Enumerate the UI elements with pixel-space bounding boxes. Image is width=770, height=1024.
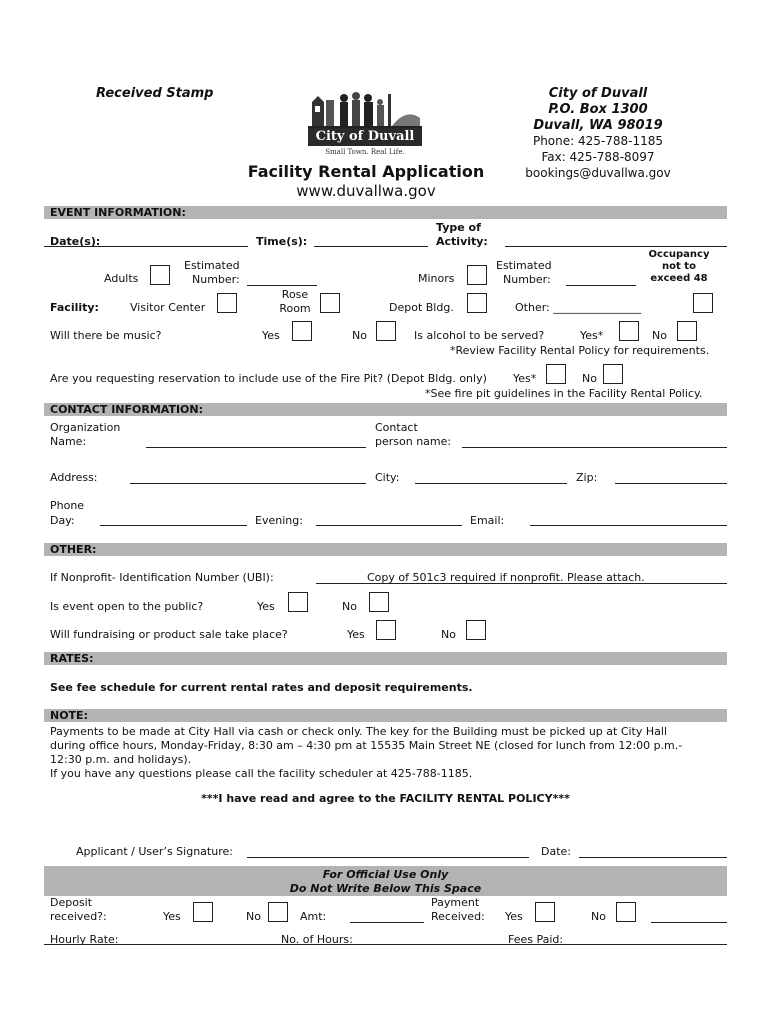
times-field[interactable] (314, 246, 428, 247)
occupancy-note-2: not to (662, 261, 696, 272)
org-name-label-2: Name: (50, 435, 87, 448)
firepit-no-label: No (582, 372, 597, 385)
rose-room-checkbox[interactable] (320, 293, 340, 313)
rates-text: See fee schedule for current rental rates and deposit requirements. (50, 681, 473, 694)
fundraising-yes-checkbox[interactable] (376, 620, 396, 640)
org-name-label-1: Organization (50, 421, 121, 434)
phone-evening-field[interactable] (316, 525, 462, 526)
alcohol-question: Is alcohol to be served? (414, 329, 545, 342)
rates-header: RATES: (44, 652, 727, 665)
visitor-center-label: Visitor Center (130, 301, 206, 314)
alcohol-yes-checkbox[interactable] (619, 321, 639, 341)
alcohol-yes-label: Yes* (580, 329, 604, 342)
other-facility-checkbox[interactable] (693, 293, 713, 313)
music-yes-label: Yes (262, 329, 280, 342)
deposit-label-2: received?: (50, 910, 107, 923)
music-no-checkbox[interactable] (376, 321, 396, 341)
facility-label: Facility: (50, 301, 99, 314)
adults-checkbox[interactable] (150, 265, 170, 285)
received-stamp-label: Received Stamp (96, 86, 214, 101)
minors-estimated-label-2: Number: (503, 273, 551, 286)
music-no-label: No (352, 329, 367, 342)
minors-label: Minors (418, 272, 455, 285)
website-link[interactable]: www.duvallwa.gov (296, 182, 436, 200)
dates-label: Date(s): (50, 235, 101, 248)
times-label: Time(s): (256, 235, 308, 248)
payment-received-label-1: Payment (431, 896, 480, 909)
contact-person-label-2: person name: (375, 435, 452, 448)
address-field[interactable] (130, 483, 366, 484)
phone-evening-label: Evening: (255, 514, 303, 527)
email-label: Email: (470, 514, 505, 527)
public-no-checkbox[interactable] (369, 592, 389, 612)
official-use-line-1: For Official Use Only (322, 868, 449, 881)
rose-room-label-2: Room (279, 302, 311, 315)
visitor-center-checkbox[interactable] (217, 293, 237, 313)
firepit-note: *See fire pit guidelines in the Facility Rental Policy. (425, 387, 703, 400)
contact-person-label-1: Contact (375, 421, 418, 434)
note-line-1: Payments to be made at City Hall via cash or check only. The key for the Building must be picked up at City Hall (50, 725, 667, 738)
minors-checkbox[interactable] (467, 265, 487, 285)
rose-room-label-1: Rose (281, 288, 309, 301)
note-header: NOTE: (44, 709, 727, 722)
minors-estimated-label-1: Estimated (496, 259, 552, 272)
adults-estimated-label-1: Estimated (184, 259, 240, 272)
payment-no-label: No (591, 910, 606, 923)
deposit-yes-checkbox[interactable] (193, 902, 213, 922)
deposit-label-1: Deposit (50, 896, 93, 909)
address-fax: Fax: 425-788-8097 (541, 150, 655, 164)
dates-field[interactable] (44, 246, 248, 247)
address-phone: Phone: 425-788-1185 (532, 134, 664, 148)
fundraising-no-checkbox[interactable] (466, 620, 486, 640)
ubi-note: Copy of 501c3 required if nonprofit. Please attach. (367, 571, 645, 584)
firepit-yes-checkbox[interactable] (546, 364, 566, 384)
firepit-question: Are you requesting reservation to include use of the Fire Pit? (Depot Bldg. only) (50, 372, 487, 385)
review-policy-note: *Review Facility Rental Policy for requirements. (450, 344, 710, 357)
minors-estimated-field[interactable] (566, 285, 636, 286)
signature-field[interactable] (247, 857, 529, 858)
amount-field[interactable] (350, 922, 424, 923)
activity-type-field[interactable] (505, 246, 727, 247)
hourly-rate-label: Hourly Rate: (50, 933, 119, 946)
deposit-no-label: No (246, 910, 261, 923)
policy-agreement: ***I have read and agree to the FACILITY RENTAL POLICY*** (201, 792, 570, 805)
music-question: Will there be music? (50, 329, 162, 342)
address-pobox: P.O. Box 1300 (548, 102, 648, 117)
payment-yes-checkbox[interactable] (535, 902, 555, 922)
occupancy-note-1: Occupancy (648, 249, 710, 260)
event-info-header: EVENT INFORMATION: (44, 206, 727, 219)
signature-date-label: Date: (541, 845, 571, 858)
note-line-2: during office hours, Monday-Friday, 8:30 am – 4:30 pm at 15535 Main Street NE (closed for lunch from 12:00 p.m.- (50, 739, 683, 752)
occupancy-note-3: exceed 48 (650, 273, 708, 284)
contact-person-field[interactable] (462, 447, 727, 448)
alcohol-no-label: No (652, 329, 667, 342)
official-bottom-rule (44, 944, 727, 945)
address-label: Address: (50, 471, 98, 484)
public-question: Is event open to the public? (50, 600, 204, 613)
public-yes-checkbox[interactable] (288, 592, 308, 612)
activity-type-label-1: Type of (436, 221, 481, 234)
hours-label: No. of Hours: (281, 933, 353, 946)
email-field[interactable] (530, 525, 727, 526)
official-use-line-2: Do Not Write Below This Space (289, 882, 482, 895)
payment-no-checkbox[interactable] (616, 902, 636, 922)
phone-day-label-2: Day: (50, 514, 75, 527)
public-no-label: No (342, 600, 357, 613)
note-line-4: If you have any questions please call the facility scheduler at 425-788-1185. (50, 767, 473, 780)
payment-yes-label: Yes (505, 910, 523, 923)
address-citystate: Duvall, WA 98019 (533, 118, 663, 133)
depot-bldg-checkbox[interactable] (467, 293, 487, 313)
org-name-field[interactable] (146, 447, 366, 448)
address-email[interactable]: bookings@duvallwa.gov (525, 166, 671, 180)
zip-field[interactable] (615, 483, 727, 484)
fundraising-question: Will fundraising or product sale take place? (50, 628, 288, 641)
adults-estimated-label-2: Number: (192, 273, 240, 286)
amount-label: Amt: (300, 910, 327, 923)
payment-field[interactable] (651, 922, 727, 923)
city-label: City: (375, 471, 400, 484)
other-facility-label: Other: ________________ (515, 301, 642, 314)
logo-banner: City of Duvall (308, 128, 422, 146)
city-logo (308, 88, 422, 158)
public-yes-label: Yes (257, 600, 275, 613)
firepit-no-checkbox[interactable] (603, 364, 623, 384)
fees-paid-label: Fees Paid: (508, 933, 564, 946)
phone-day-field[interactable] (100, 525, 247, 526)
ubi-label: If Nonprofit- Identification Number (UBI): (50, 571, 274, 584)
fundraising-yes-label: Yes (347, 628, 365, 641)
signature-date-field[interactable] (579, 857, 727, 858)
alcohol-no-checkbox[interactable] (677, 321, 697, 341)
adults-label: Adults (104, 272, 139, 285)
zip-label: Zip: (576, 471, 598, 484)
signature-label: Applicant / User’s Signature: (76, 845, 233, 858)
deposit-no-checkbox[interactable] (268, 902, 288, 922)
activity-type-label-2: Activity: (436, 235, 488, 248)
official-use-header (44, 866, 727, 896)
note-line-3: 12:30 p.m. and holidays). (50, 753, 192, 766)
page-title: Facility Rental Application (247, 162, 485, 181)
contact-info-header: CONTACT INFORMATION: (44, 403, 727, 416)
fundraising-no-label: No (441, 628, 456, 641)
city-field[interactable] (415, 483, 567, 484)
logo-tagline: Small Town. Real Life. (325, 148, 405, 156)
other-header: OTHER: (44, 543, 727, 556)
deposit-yes-label: Yes (163, 910, 181, 923)
address-city: City of Duvall (548, 86, 648, 101)
phone-day-label-1: Phone (50, 499, 85, 512)
firepit-yes-label: Yes* (513, 372, 537, 385)
depot-bldg-label: Depot Bldg. (389, 301, 454, 314)
payment-received-label-2: Received: (431, 910, 485, 923)
music-yes-checkbox[interactable] (292, 321, 312, 341)
adults-estimated-field[interactable] (247, 285, 317, 286)
